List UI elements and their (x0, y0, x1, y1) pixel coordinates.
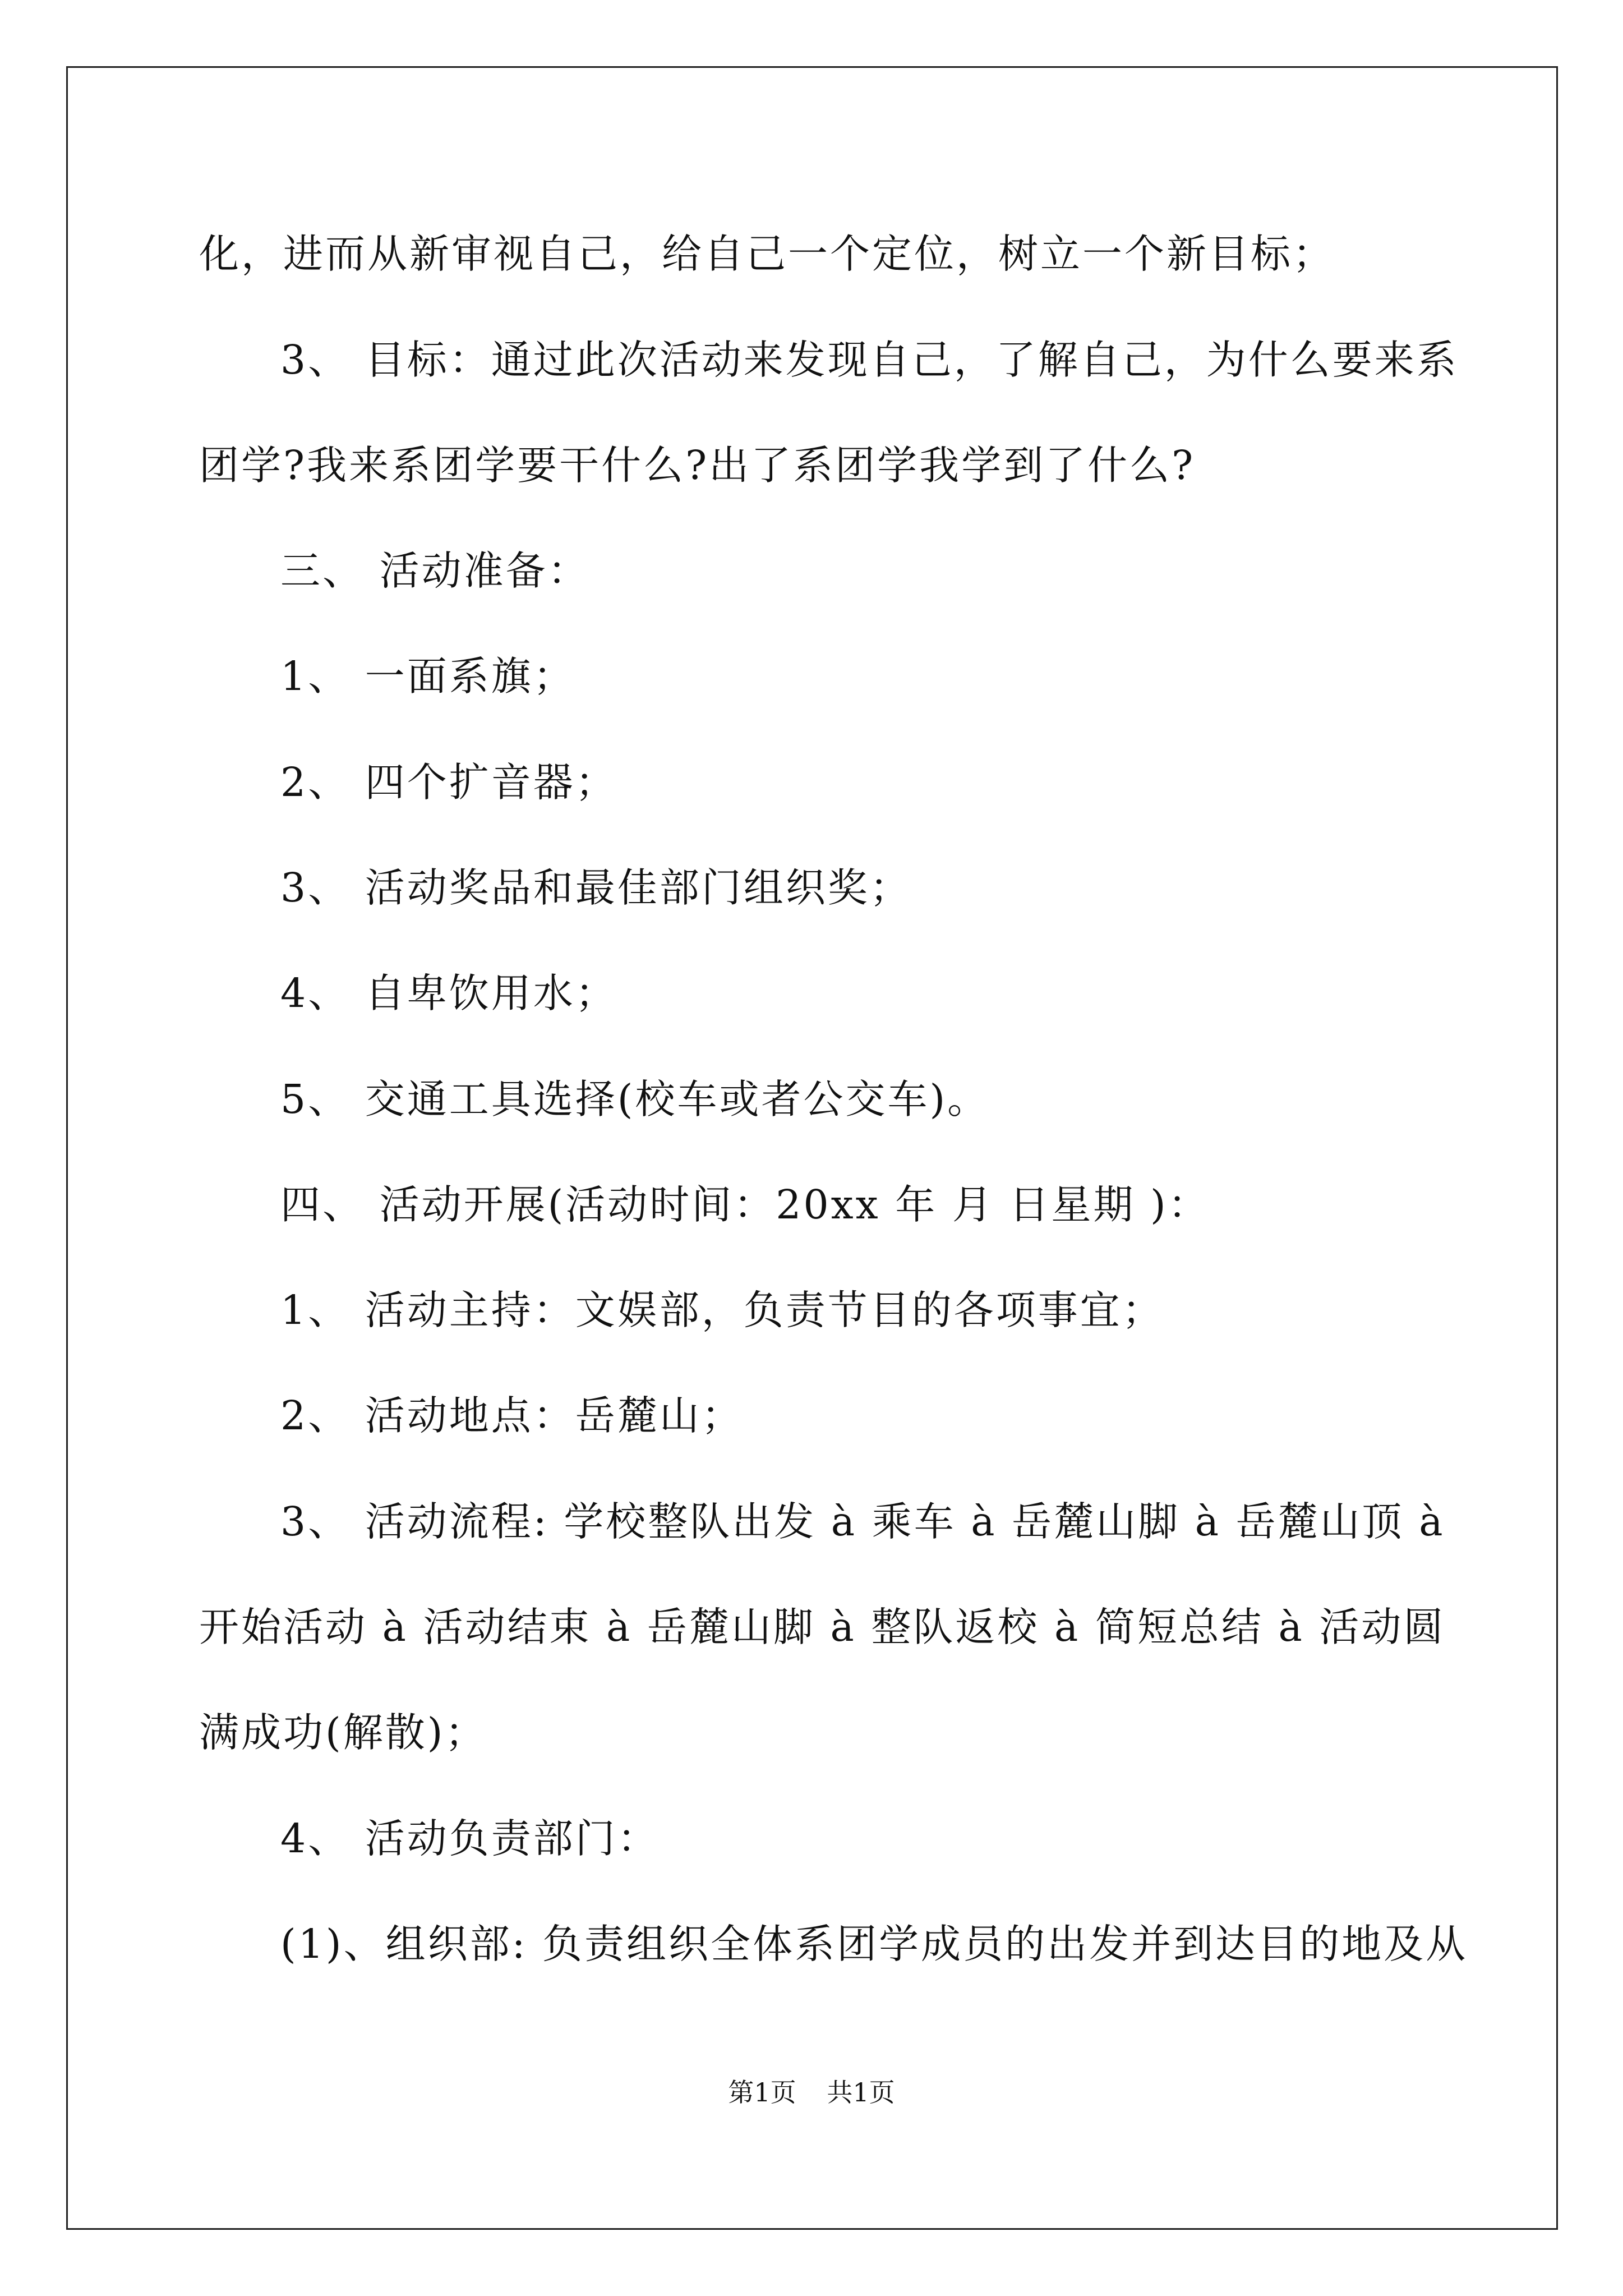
text-line: 满成功(解散)； (199, 1709, 487, 1756)
section-heading: 四、 活动开展(活动时间：20xx 年 月 日星期 )： (280, 1181, 1210, 1228)
page-number: 第1页 (728, 2077, 796, 2108)
list-item: 2、 活动地点：岳麓山； (280, 1392, 744, 1439)
list-item: 3、 活动奖品和最佳部门组织奖； (280, 864, 912, 911)
list-item: 4、 活动负责部门： (280, 1815, 660, 1862)
text-line: 3、 目标：通过此次活动来发现自己，了解自己，为什么要来系 (280, 337, 1459, 383)
text-line: 开始活动 à 活动结束 à 岳麓山脚 à 整队返校 à 简短总结 à 活动圆 (199, 1604, 1446, 1650)
list-item: 4、 自卑饮用水； (280, 970, 617, 1016)
list-item: (1)、组织部: 负责组织全体系团学成员的出发并到达目的地及从 (280, 1921, 1468, 1967)
list-item: 1、 一面系旗； (280, 653, 575, 700)
list-item: 5、 交通工具选择(校车或者公交车)。 (280, 1076, 990, 1122)
section-heading: 三、 活动准备： (280, 547, 590, 594)
list-item: 2、 四个扩音器； (280, 759, 617, 806)
page-total: 共1页 (827, 2077, 895, 2108)
text-line: 化，进而从新审视自己，给自己一个定位，树立一个新目标； (199, 231, 1335, 277)
text-line: 团学?我来系团学要干什么?出了系团学我学到了什么? (199, 442, 1196, 489)
list-item: 1、 活动主持：文娱部，负责节目的各项事宜； (280, 1287, 1164, 1333)
list-item: 3、 活动流程: 学校整队出发 à 乘车 à 岳麓山脚 à 岳麓山顶 à (280, 1498, 1445, 1545)
page-border (66, 66, 1558, 2230)
page-footer (0, 2076, 1623, 2109)
